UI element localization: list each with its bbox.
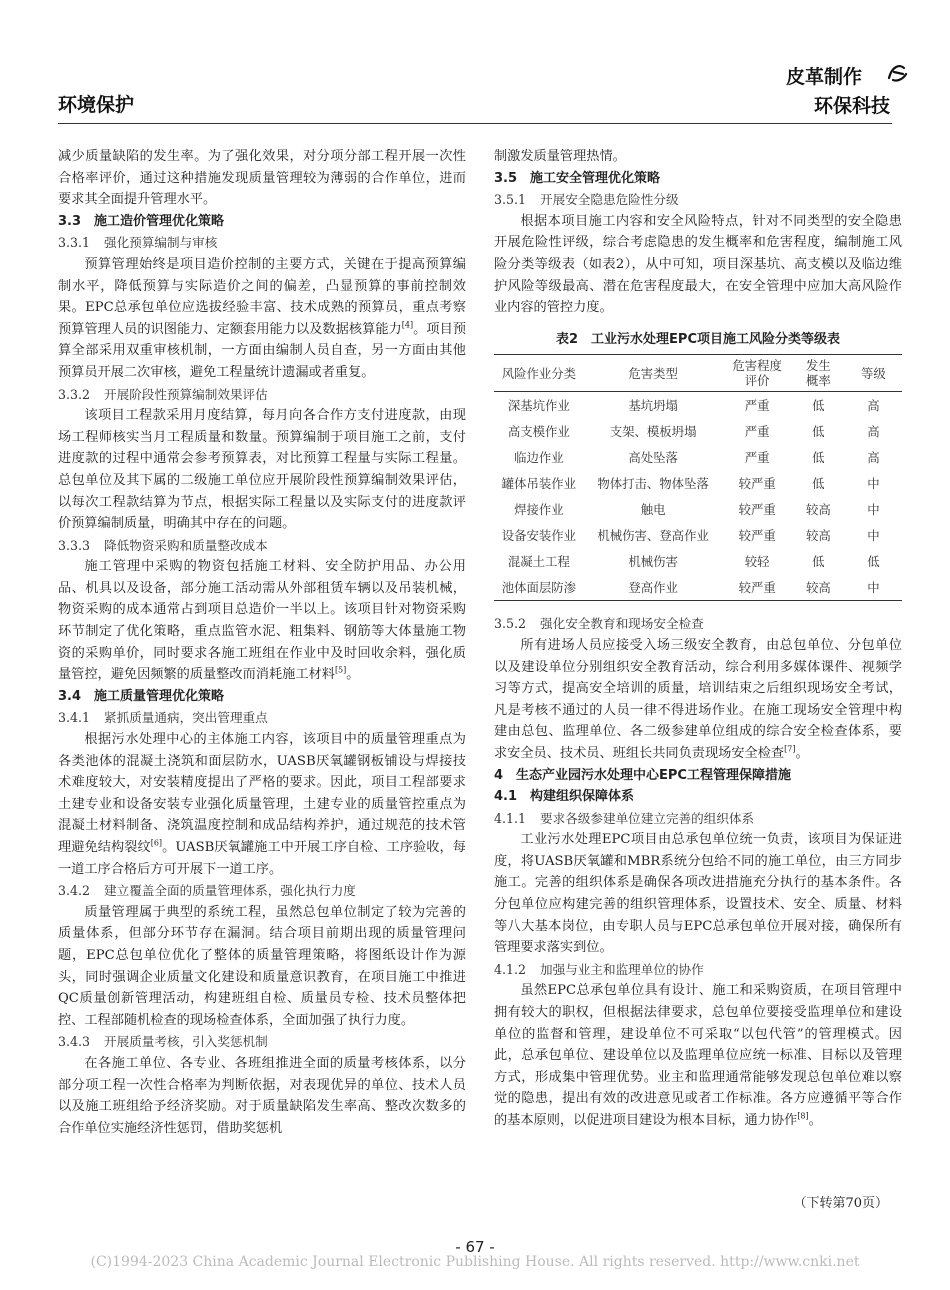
subsection-heading: 3.5.1 开展安全隐患危险性分级 [494, 192, 679, 208]
subsection-heading: 3.4.1 紧抓质量通病，突出管理重点 [58, 710, 268, 726]
table-row [494, 548, 902, 574]
table-cell: 高 [867, 397, 880, 413]
table-header [792, 355, 845, 392]
paragraph: 根据污水处理中心的主体施工内容，该项目中的质量管理重点为各类池体的混凝土浇筑和面层防水，UASB厌氧罐钢板铺设与焊接技术难度较大，对安装精度提出了严格的要求。因此，项目工程部要求土建专业和设备安装专业强化质量管理，土建专业的质量管控重点为混凝土材料制备、浇筑温度控制和成品结构养护，通过规范的技术管理避免结构裂纹[6]。UASB厌氧罐施工中开展工序自检、工序验收，每一道工序合格后方可开展下一道工序。 [58, 732, 466, 877]
table-cell: 临边作业 [514, 449, 564, 465]
table-cell: 较严重 [738, 501, 776, 517]
table-cell: 严重 [744, 423, 770, 439]
subsection-heading: 4.1.2 加强与业主和监理单位的协作 [494, 961, 704, 977]
right-column [494, 146, 902, 1132]
table-cell: 严重 [744, 397, 770, 413]
table-cell: 中 [867, 527, 880, 543]
citation: [8] [797, 1111, 809, 1121]
table-cell: 基坑坍塌 [628, 397, 678, 413]
subsection-heading: 3.5.2 强化安全教育和现场安全检查 [494, 616, 704, 632]
subsection-heading: 3.4.2 建立覆盖全面的质量管理体系，强化执行力度 [58, 883, 356, 899]
table-cell: 混凝土工程 [507, 553, 570, 569]
table-header: 等级 [861, 365, 886, 381]
table-cell: 较严重 [738, 527, 776, 543]
paragraph: 所有进场人员应接受入场三级安全教育，由总包单位、分包单位以及建设单位分别组织安全教育活动，综合利用多媒体课件、视频学习等方式，提高安全培训的质量，培训结束之后组织现场安全考试，凡是考核不通过的人员一律不得进场作业。在施工现场安全管理中构建由总包、监理单位、各二级参建单位组成的综合安全检查体系，要求安全员、技术员、班组长共同负责现场安全检查[7]。 [494, 637, 902, 761]
table-row [494, 444, 902, 470]
page-number: - 67 - [455, 1238, 495, 1256]
table-cell: 较高 [805, 501, 831, 517]
citation: [7] [784, 744, 796, 754]
table-cell: 高 [867, 449, 880, 465]
table-cell: 严重 [744, 449, 770, 465]
table-cell: 池体面层防渗 [501, 579, 577, 595]
journal-name-line1: 皮革制作 [785, 66, 862, 88]
table-row [494, 392, 902, 419]
table-header [722, 355, 791, 392]
paragraph: 工业污水处理EPC项目由总承包单位统一负责，该项目为保证进度，将UASB厌氧罐和MBR系统分包给不同的施工单位，由三方同步施工。完善的组织体系是确保各项改进措施充分执行的基本条件。各分包单位应构建完善的组织管理体系，设置技术、安全、质量、材料等八大基本岗位，由专职人员与EPC总承包单位开展对接，确保所有管理要求落实到位。 [494, 832, 902, 956]
section-heading: 4.1 构建组织保障体系 [494, 789, 635, 805]
section-heading: 3.3 施工造价管理优化策略 [58, 213, 225, 229]
table-cell: 中 [867, 579, 880, 595]
subsection-heading: 3.3.3 降低物资采购和质量整改成本 [58, 537, 268, 553]
table-row [494, 496, 902, 522]
table-cell: 罐体吊装作业 [501, 475, 577, 491]
table-header-text: 发生 概率 [805, 358, 831, 389]
table-cell: 较高 [805, 527, 831, 543]
header-rule [58, 123, 892, 124]
citation: [5] [334, 665, 347, 675]
table-cell: 低 [812, 397, 825, 413]
subsection-heading: 3.4.3 开展质量考核，引入奖惩机制 [58, 1034, 268, 1050]
table-cell: 低 [812, 449, 825, 465]
journal-section-title: 环境保护 [58, 94, 135, 116]
table-cell: 物体打击、物体坠落 [597, 475, 709, 491]
table-cell: 低 [812, 553, 825, 569]
table-cell: 中 [867, 475, 880, 491]
paragraph: 虽然EPC总承包单位具有设计、施工和采购资质，在项目管理中拥有较大的职权，但根据法律要求，总包单位要接受监理单位和建设单位的监督和管理，建设单位不可采取“以包代管”的管理模式。因此，总承包单位、建设单位以及监理单位应统一标准、目标以及管理方式，形成集中管理优势。业主和监理通常能够发现总包单位难以察觉的隐患，提出有效的改进意见或者工作标准。各方应遵循平等合作的基本原则，以促进项目建设为根本目标，通力协作[8]。 [494, 983, 902, 1128]
table-cell: 中 [867, 501, 880, 517]
paragraph: 根据本项目施工内容和安全风险特点，针对不同类型的安全隐患开展危险性评级，综合考虑隐患的发生概率和危害程度，编制施工风险分类等级表（如表2），从中可知，项目深基坑、高支模以及临边维护风险等级最高、潜在危害程度最大，在安全管理中应加大高风险作业内容的管控力度。 [494, 213, 902, 316]
section-heading: 3.4 施工质量管理优化策略 [58, 688, 225, 704]
paragraph: 在各施工单位、各专业、各班组推进全面的质量考核体系，以分部分项工程一次性合格率为判断依据，对表现优异的单位、技术人员以及施工班组给予经济奖励。对于质量缺陷发生率高、整改次数多的合作单位实施经济性惩罚，借助奖惩机 [58, 1055, 466, 1136]
subsection-heading: 3.3.1 强化预算编制与审核 [58, 235, 218, 251]
table-header-row [494, 355, 902, 392]
table-title: 表2 工业污水处理EPC项目施工风险分类等级表 [556, 331, 840, 347]
table-cell: 较严重 [738, 475, 776, 491]
table-row [494, 522, 902, 548]
paragraph: 施工管理中采购的物资包括施工材料、安全防护用品、办公用品、机具以及设备，部分施工活动需从外部租赁车辆以及吊装机械，物资采购的成本通常占到项目总造价一半以上。该项目针对物资采购环节制定了优化策略，重点监管水泥、粗集料、钢筋等大体量施工物资的采购单价，同时要求各施工班组在作业中及时回收余料，强化质量管控，避免因频繁的质量整改而消耗施工材料[5]。 [58, 559, 466, 683]
subsection-heading: 3.3.2 开展阶段性预算编制效果评估 [58, 386, 268, 402]
journal-logo-icon [884, 60, 910, 90]
table-cell: 支架、模板坍塌 [609, 423, 697, 439]
table-cell: 设备安装作业 [501, 527, 577, 543]
section-heading: 3.5 施工安全管理优化策略 [494, 170, 661, 186]
table-cell: 低 [867, 553, 880, 569]
table-header: 风险作业分类 [501, 365, 577, 381]
table-cell: 高处坠落 [628, 449, 678, 465]
table-row [494, 470, 902, 496]
table-cell: 高 [867, 423, 880, 439]
copyright-watermark: (C)1994-2023 China Academic Journal Electronic Publishing House. All rights reserved. http://www.cnki.net [90, 1254, 860, 1270]
continuation-note: （下转第70页） [793, 1196, 888, 1211]
table-header: 危害类型 [628, 365, 678, 381]
risk-table [494, 354, 902, 601]
table-cell: 高支模作业 [507, 423, 570, 439]
table-cell: 较轻 [744, 553, 770, 569]
table-cell: 低 [812, 423, 825, 439]
table-cell: 低 [812, 475, 825, 491]
table-cell: 深基坑作业 [507, 397, 570, 413]
table-cell: 机械伤害 [628, 553, 678, 569]
table-cell: 登高作业 [628, 579, 678, 595]
paragraph: 制激发质量管理热情。 [494, 149, 626, 164]
table-cell: 较严重 [738, 579, 776, 595]
paragraph: 质量管理属于典型的系统工程，虽然总包单位制定了较为完善的质量体系，但部分环节存在漏洞。结合项目前期出现的质量管理问题，EPC总包单位优化了整体的质量管理策略，将图纸设计作为源头，同时强调企业质量文化建设和质量意识教育，在项目施工中推进QC质量创新管理活动，构建班组自检、质量员专检、技术员整体把控、工程部随机检查的现场检查体系，全面加强了执行力度。 [58, 904, 466, 1028]
table-cell: 触电 [640, 501, 666, 517]
paragraph: 该项目工程款采用月度结算，每月向各合作方支付进度款，由现场工程师核实当月工程质量和数量。预算编制于项目施工之前，支付进度款的过程中通常会参考预算表，对比预算工程量与实际工程量。总包单位及其下属的二级施工单位应开展阶段性预算编制效果评估，以每次工程款结算为节点，根据实际工程量以及实际支付的进度款评价预算编制质量，明确其中存在的问题。 [58, 408, 466, 532]
paragraph: 预算管理始终是项目造价控制的主要方式，关键在于提高预算编制水平，降低预算与实际造价之间的偏差，凸显预算的事前控制效果。EPC总承包单位应选拔经验丰富、技术成熟的预算员，重点考察预算管理人员的识图能力、定额套用能力以及数据核算能力[4]。项目预算全部采用双重审核机制，一方面由编制人员自查，另一方面由其他预算员开展二次审核，避免工程量统计遗漏或者重复。 [58, 256, 467, 380]
left-column [58, 146, 466, 1139]
journal-name-line2: 环保科技 [813, 95, 890, 117]
subsection-heading: 4.1.1 要求各级参建单位建立完善的组织体系 [494, 810, 755, 826]
section-heading: 4 生态产业园污水处理中心EPC工程管理保障措施 [494, 767, 791, 783]
paragraph: 减少质量缺陷的发生率。为了强化效果，对分项分部工程开展一次性合格率评价，通过这种措施发现质量管理较为薄弱的合作单位，进而要求其全面提升管理水平。 [58, 149, 466, 208]
citation: [6] [150, 838, 163, 848]
table-cell: 焊接作业 [514, 501, 564, 517]
citation: [4] [401, 320, 414, 330]
table-header-text: 危害程度 评价 [732, 358, 782, 389]
table-row [494, 418, 902, 444]
table-row [494, 574, 902, 601]
table-cell: 较高 [805, 579, 831, 595]
table-cell: 机械伤害、登高作业 [597, 527, 709, 543]
